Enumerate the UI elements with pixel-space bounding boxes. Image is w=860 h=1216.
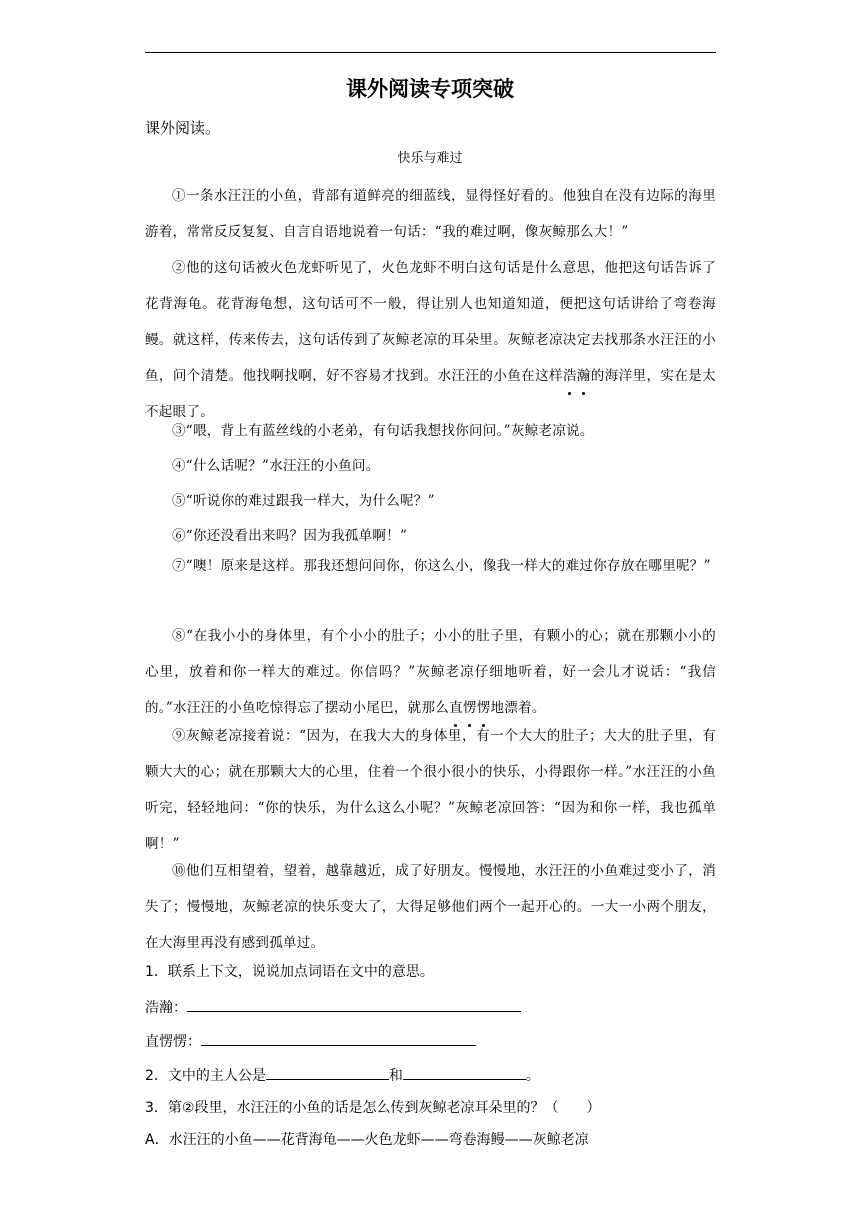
- question-1: 1．联系上下文，说说加点词语在文中的意思。: [145, 964, 434, 980]
- emphasis-dot-char: 直: [449, 690, 463, 726]
- question-1a-label: 浩瀚：: [145, 1000, 187, 1016]
- paragraph-8-text-end: 地漂着。: [490, 700, 546, 716]
- question-2: [145, 1063, 540, 1088]
- question-1b: [145, 1029, 476, 1054]
- question-3-option-a[interactable]: A．水汪汪的小鱼——花背海龟——火色龙虾——弯卷海鳗——灰鲸老凉: [145, 1132, 589, 1148]
- question-1a: [145, 995, 521, 1020]
- question-3: 3．第②段里，水汪汪的小鱼的话是怎么传到灰鲸老凉耳朵里的？（ ）: [145, 1100, 601, 1116]
- paragraph-7: ⑦“噢！原来是这样。那我还想问问你，你这么小，像我一样大的难过你存放在哪里呢？”: [172, 558, 711, 574]
- emphasis-dot-char: 愣: [477, 690, 491, 726]
- paragraph-6: ⑥“你还没看出来吗？因为我孤单啊！”: [172, 528, 408, 544]
- story-title: 快乐与难过: [397, 151, 463, 166]
- paragraph-8: [145, 618, 716, 726]
- paragraph-2-text: ②他的这句话被火色龙虾听见了，火色龙虾不明白这句话是什么意思，他把这句话告诉了花背海龟。花背海龟想，这句话可不一般，得让别人也知道知道，便把这句话讲给了弯卷海鳗。就这样，传来传去，这句话传到了灰鲸老凉的耳朵里。灰鲸老凉决定去找那条水汪汪的小鱼，问个清楚。他找啊找啊，好不容易才找到。水汪汪的小鱼在这样: [145, 260, 716, 384]
- emphasis-dot-char: 愣: [463, 690, 477, 726]
- header-rule: [145, 52, 716, 53]
- question-2-end: 。: [525, 1068, 540, 1084]
- answer-blank-1b[interactable]: [201, 1029, 476, 1046]
- paragraph-5: ⑤“听说你的难过跟我一样大，为什么呢？”: [172, 493, 435, 509]
- answer-blank-1a[interactable]: [187, 995, 521, 1012]
- paragraph-3: ③“喂，背上有蓝丝线的小老弟，有句话我想找你问问。”灰鲸老凉说。: [172, 423, 594, 439]
- page-title: 课外阅读专项突破: [346, 77, 514, 101]
- question-2-prefix: 2．文中的主人公是: [145, 1068, 266, 1084]
- paragraph-4: ④“什么话呢？”水汪汪的小鱼问。: [172, 458, 380, 474]
- emphasis-dot-char: 浩: [563, 358, 577, 394]
- answer-blank-2b[interactable]: [403, 1063, 526, 1080]
- instruction: 课外阅读。: [145, 119, 221, 137]
- paragraph-1: ①一条水汪汪的小鱼，背部有道鲜亮的细蓝线，显得怪好看的。他独自在没有边际的海里游着，常常反反复复、自言自语地说着一句话：“我的难过啊，像灰鲸那么大！”: [145, 188, 716, 240]
- paragraph-9: ⑨灰鲸老凉接着说：“因为，在我大大的身体里，有一个大大的肚子；大大的肚子里，有颗大大的心；就在那颗大大的心里，住着一个很小很小的快乐，小得跟你一样。”水汪汪的小鱼听完，轻轻地问：“你的快乐，为什么这么小呢？”灰鲸老凉回答：“因为和你一样，我也孤单啊！”: [145, 728, 716, 852]
- question-2-mid: 和: [388, 1068, 403, 1084]
- paragraph-2-text-end: 的海洋里，实在是太不起眼了。: [145, 368, 717, 420]
- paragraph-8-text: ⑧“在我小小的身体里，有个小小的肚子；小小的肚子里，有颗小的心；就在那颗小小的心里，放着和你一样大的难过。你信吗？”灰鲸老凉仔细地听着，好一会儿才说话：“我信的。”水汪汪的小鱼吃惊得忘了摆动小尾巴，就那么: [145, 628, 716, 716]
- answer-blank-2a[interactable]: [266, 1063, 389, 1080]
- paragraph-2: [145, 250, 716, 430]
- paragraph-10: ⑩他们互相望着，望着，越靠越近，成了好朋友。慢慢地，水汪汪的小鱼难过变小了，消失了；慢慢地，灰鲸老凉的快乐变大了，大得足够他们两个一起开心的。一大一小两个朋友，在大海里再没有感到孤单过。: [145, 863, 716, 951]
- emphasis-dot-char: 瀚: [577, 358, 591, 394]
- question-1b-label: 直愣愣：: [145, 1034, 201, 1050]
